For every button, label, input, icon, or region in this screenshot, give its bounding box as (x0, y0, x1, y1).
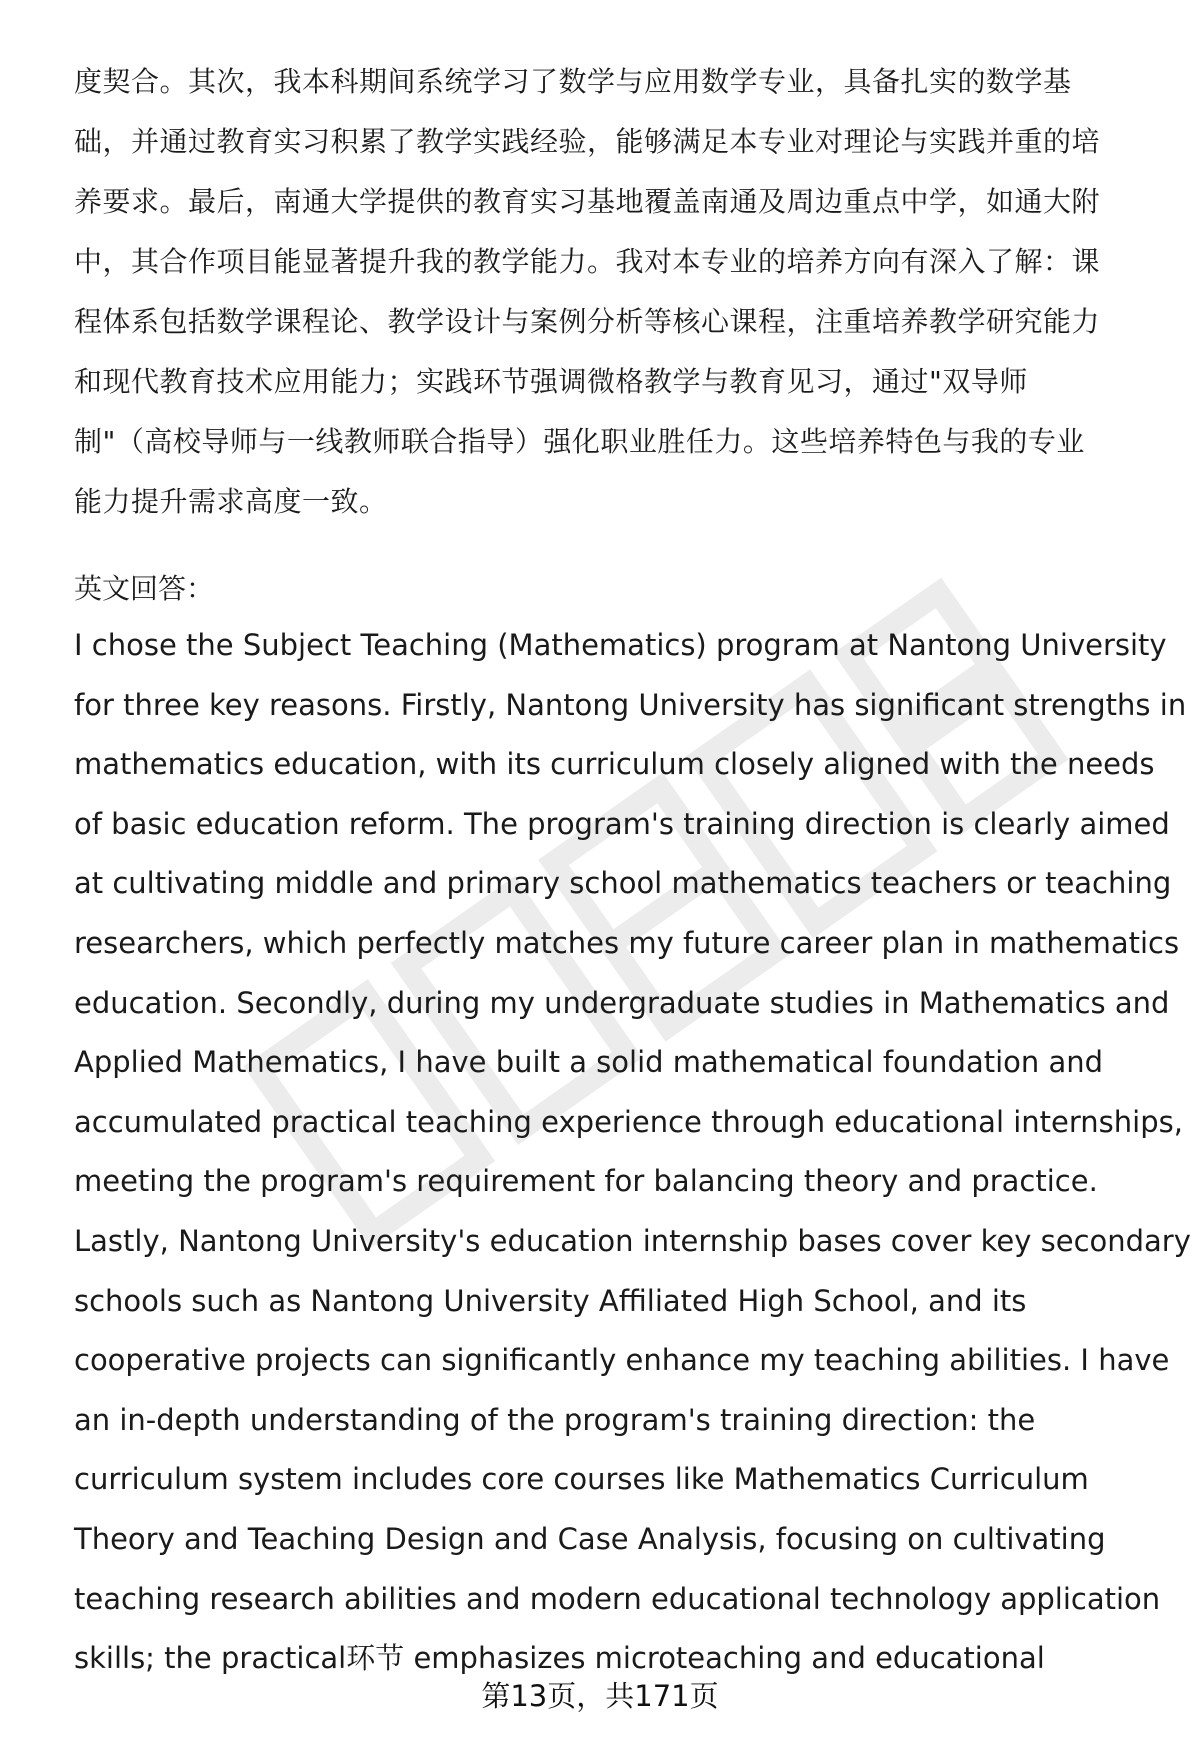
english-answer (74, 616, 1191, 1689)
text-line: meeting the program's requirement for balancing theory and practice. (74, 1164, 1098, 1199)
text-line: 和现代教育技术应用能力；实践环节强调微格教学与教育见习，通过"双导师 (74, 365, 1028, 398)
text-line: curriculum system includes core courses like Mathematics Curriculum (74, 1462, 1089, 1497)
text-line: researchers, which perfectly matches my future career plan in mathematics (74, 925, 1180, 960)
text-line: education. Secondly, during my undergraduate studies in Mathematics and (74, 985, 1170, 1020)
chinese-answer (74, 52, 1154, 532)
text-line: 养要求。最后，南通大学提供的教育实习基地覆盖南通及周边重点中学，如通大附 (74, 185, 1101, 218)
english-answer-heading: 英文回答： (74, 572, 215, 605)
text-line: 能力提升需求高度一致。 (74, 485, 388, 518)
text-line: 础，并通过教育实习积累了教学实践经验，能够满足本专业对理论与实践并重的培 (74, 125, 1101, 158)
text-line: Lastly, Nantong University's education internship bases cover key secondary (74, 1223, 1191, 1258)
text-line: mathematics education, with its curriculum closely aligned with the needs (74, 747, 1155, 782)
page-number: 第13页，共171页 (481, 1679, 719, 1713)
text-line: accumulated practical teaching experience through educational internships, (74, 1104, 1183, 1139)
text-line: 度契合。其次，我本科期间系统学习了数学与应用数学专业，具备扎实的数学基 (74, 65, 1072, 98)
text-line: 制"（高校导师与一线教师联合指导）强化职业胜任力。这些培养特色与我的专业 (74, 425, 1085, 458)
text-line: schools such as Nantong University Affiliated High School, and its (74, 1283, 1027, 1318)
text-line: an in-depth understanding of the program's training direction: the (74, 1402, 1036, 1437)
text-line: Theory and Teaching Design and Case Analysis, focusing on cultivating (74, 1521, 1106, 1556)
text-line: at cultivating middle and primary school mathematics teachers or teaching (74, 866, 1172, 901)
text-line: teaching research abilities and modern educational technology application (74, 1581, 1161, 1616)
document-page (74, 52, 1191, 1689)
text-line: for three key reasons. Firstly, Nantong University has significant strengths in (74, 687, 1187, 722)
text-line: 程体系包括数学课程论、教学设计与案例分析等核心课程，注重培养教学研究能力 (74, 305, 1101, 338)
text-line: I chose the Subject Teaching (Mathematics) program at Nantong University (74, 628, 1167, 662)
text-line: skills; the practical环节 emphasizes microteaching and educational (74, 1641, 1045, 1676)
text-line: Applied Mathematics, I have built a solid mathematical foundation and (74, 1045, 1104, 1080)
text-line: cooperative projects can significantly enhance my teaching abilities. I have (74, 1343, 1170, 1378)
text-line: 中，其合作项目能显著提升我的教学能力。我对本专业的培养方向有深入了解：课 (74, 245, 1101, 278)
text-line: of basic education reform. The program's training direction is clearly aimed (74, 806, 1170, 841)
